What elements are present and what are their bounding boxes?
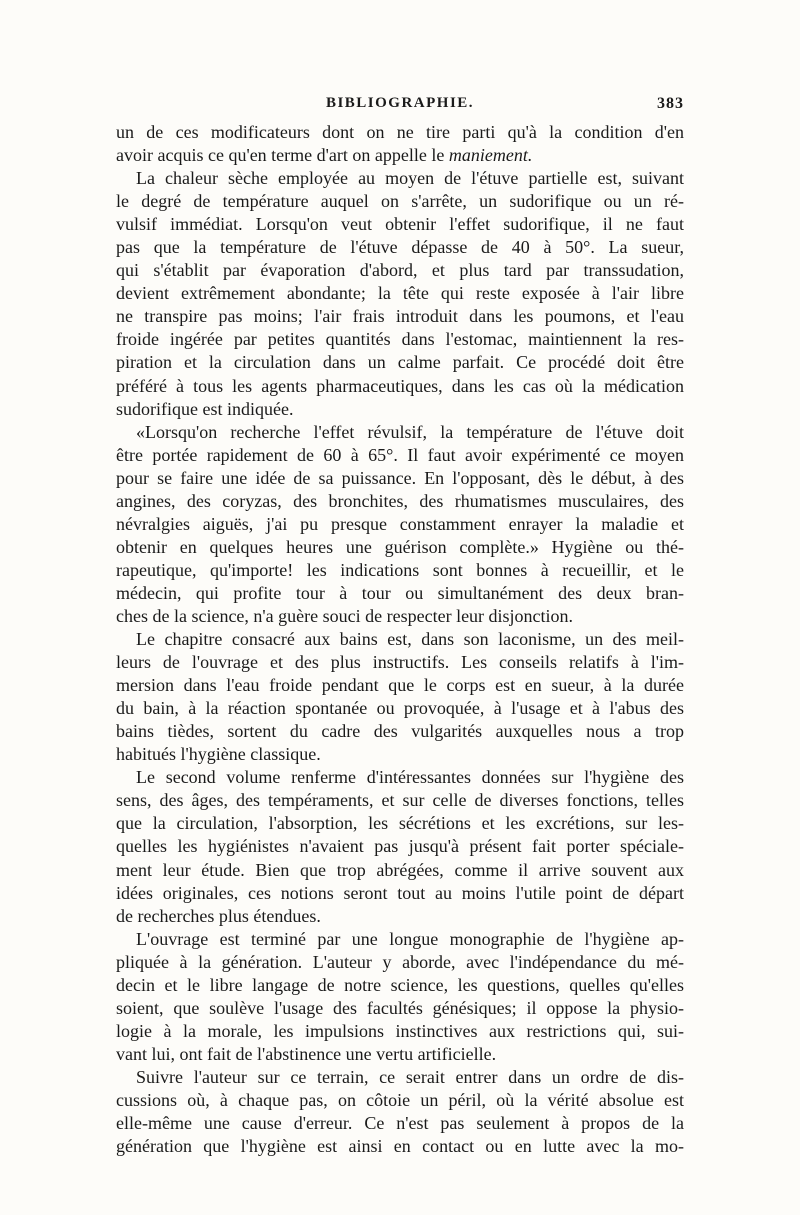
text-line: bains tièdes, sortent du cadre des vulgarités auxquelles nous a trop <box>116 721 684 742</box>
text-line: sens, des âges, des tempéraments, et sur celle de diverses fonctions, telles <box>116 790 684 811</box>
text-line: préféré à tous les agents pharmaceutiques, dans les cas où la médication <box>116 375 684 396</box>
text-line: pliquée à la génération. L'auteur y aborde, avec l'indépendance du mé- <box>116 951 684 972</box>
text-line: névralgies aiguës, j'ai pu presque constamment enrayer la maladie et <box>116 513 684 534</box>
text-line: soient, que soulève l'usage des facultés génésiques; il oppose la physio- <box>116 997 684 1018</box>
text-line: ment leur étude. Bien que trop abrégées, comme il arrive souvent aux <box>116 859 684 880</box>
text-line-part: avoir acquis ce qu'en terme d'art on appelle le maniement. <box>116 145 533 166</box>
text-line: de recherches plus étendues. <box>116 905 321 926</box>
text-line: rapeutique, qu'importe! les indications sont bonnes à recueillir, et le <box>116 559 684 580</box>
text-line: logie à la morale, les impulsions instinctives aux restrictions qui, sui- <box>116 1020 684 1041</box>
text-line: elle-même une cause d'erreur. Ce n'est pas seulement à propos de la <box>116 1113 684 1134</box>
text-line: médecin, qui profite tour à tour ou simultanément des deux bran- <box>116 582 684 603</box>
text-line: decin et le libre langage de notre science, les questions, quelles qu'elles <box>116 974 684 995</box>
text-line <box>116 144 684 167</box>
text-line: obtenir en quelques heures une guérison complète.» Hygiène ou thé- <box>116 536 684 557</box>
page <box>116 95 684 1158</box>
text-line: habitués l'hygiène classique. <box>116 744 321 765</box>
text-line: leurs de l'ouvrage et des plus instructifs. Les conseils relatifs à l'im- <box>116 652 684 673</box>
text-line: vulsif immédiat. Lorsqu'on veut obtenir l'effet sudorifique, il ne faut <box>116 214 684 235</box>
text-line: mersion dans l'eau froide pendant que le corps est en sueur, à la durée <box>116 675 684 696</box>
page-number: 383 <box>657 95 684 112</box>
text-line: «Lorsqu'on recherche l'effet révulsif, la température de l'étuve doit <box>136 421 684 442</box>
text-line: un de ces modificateurs dont on ne tire parti qu'à la condition d'en <box>116 122 684 142</box>
text-line: ches de la science, n'a guère souci de respecter leur disjonction. <box>116 605 574 626</box>
body-text <box>116 121 684 1158</box>
text-line: sudorifique est indiquée. <box>116 398 294 419</box>
text-line: être portée rapidement de 60 à 65°. Il faut avoir expérimenté ce moyen <box>116 444 684 465</box>
text-line: Suivre l'auteur sur ce terrain, ce serait entrer dans un ordre de dis- <box>136 1066 684 1087</box>
text-line: angines, des coryzas, des bronchites, des rhumatismes musculaires, des <box>116 490 684 511</box>
text-line: du bain, à la réaction spontanée ou provoquée, à l'usage et à l'abus des <box>116 698 684 719</box>
text-line: génération que l'hygiène est ainsi en contact ou en lutte avec la mo- <box>116 1136 684 1157</box>
text-line: ne transpire pas moins; l'air frais introduit dans les poumons, et l'eau <box>116 306 684 327</box>
text-line: devient extrêmement abondante; la tête qui reste exposée à l'air libre <box>116 283 684 304</box>
text-line: vant lui, ont fait de l'abstinence une vertu artificielle. <box>116 1043 497 1064</box>
text-line: L'ouvrage est terminé par une longue monographie de l'hygiène ap- <box>136 928 684 949</box>
text-line: froide ingérée par petites quantités dans l'estomac, maintiennent la res- <box>116 329 684 350</box>
text-line: le degré de température auquel on s'arrête, un sudorifique ou un ré- <box>116 191 684 212</box>
text-line: Le chapitre consacré aux bains est, dans son laconisme, un des meil- <box>136 629 684 650</box>
text-line: Le second volume renferme d'intéressantes données sur l'hygiène des <box>136 767 684 788</box>
text-line: idées originales, ces notions seront tout au moins l'utile point de départ <box>116 882 684 903</box>
running-header <box>116 95 684 121</box>
text-line: que la circulation, l'absorption, les sécrétions et les excrétions, sur les- <box>116 813 684 834</box>
header-title: BIBLIOGRAPHIE. <box>325 95 475 111</box>
text-line: La chaleur sèche employée au moyen de l'étuve partielle est, suivant <box>136 168 684 189</box>
emphasis: maniement. <box>448 145 533 166</box>
text-line: qui s'établit par évaporation d'abord, et plus tard par transsudation, <box>116 260 684 281</box>
text-line: cussions où, à chaque pas, on côtoie un péril, où la vérité absolue est <box>116 1089 684 1110</box>
text-line: piration et la circulation dans un calme parfait. Ce procédé doit être <box>116 352 684 373</box>
text-line: pour se faire une idée de sa puissance. En l'opposant, dès le début, à des <box>116 467 684 488</box>
text-line: pas que la température de l'étuve dépasse de 40 à 50°. La sueur, <box>116 237 684 258</box>
text-line: quelles les hygiénistes n'avaient pas jusqu'à présent fait porter spéciale- <box>116 836 684 857</box>
